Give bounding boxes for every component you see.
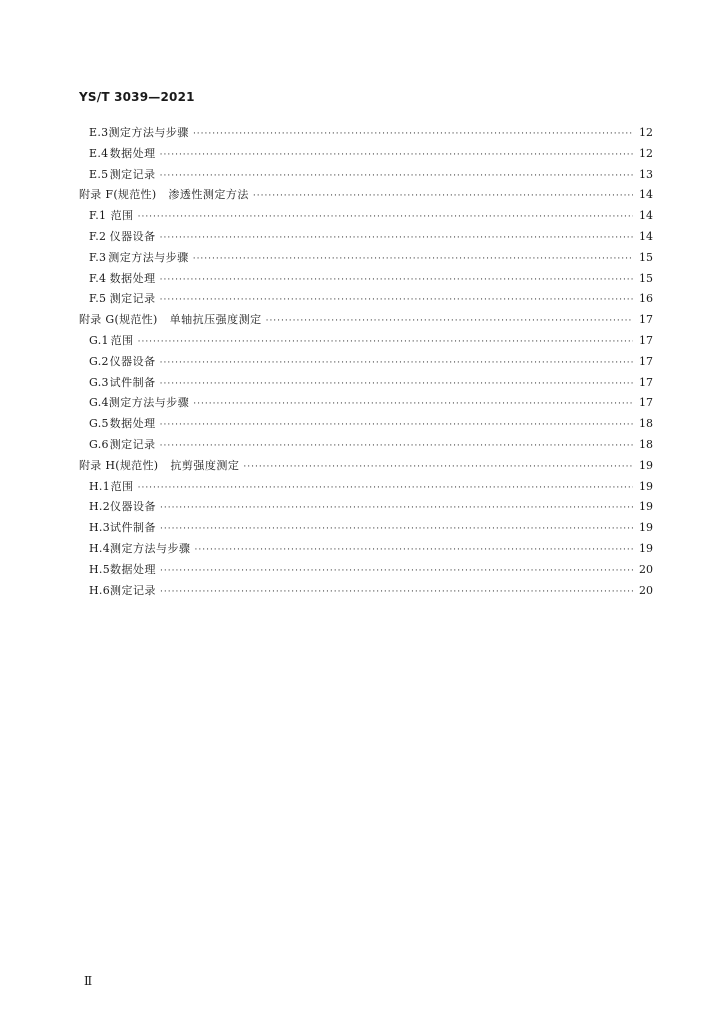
toc-entry-title: 测定方法与步骤 [110, 541, 191, 555]
toc-leader-dots [195, 545, 634, 555]
toc-entry-code: G.3 [89, 375, 109, 389]
toc-entry-title: 数据处理 [110, 562, 156, 576]
toc-entry-title: 数据处理 [109, 417, 156, 431]
toc-annex-code: 附录 F(规范性) [79, 188, 157, 202]
toc-entry-code: H.3 [89, 521, 110, 535]
toc-entry[interactable] [79, 436, 653, 457]
toc-annex-title: 渗透性测定方法 [168, 188, 249, 202]
toc-entry[interactable] [79, 498, 653, 519]
toc-leader-dots [266, 316, 633, 326]
toc-entry-page: 20 [639, 562, 653, 576]
toc-entry-page: 20 [639, 583, 653, 597]
toc-entry-code: H.2 [89, 500, 110, 514]
toc-leader-dots [138, 337, 633, 347]
toc-entry-title: 测定方法与步骤 [108, 250, 189, 264]
toc-entry-page: 14 [639, 229, 653, 243]
toc-leader-dots [160, 503, 633, 513]
toc-leader-dots [138, 212, 633, 222]
toc-entry-title: 试件制备 [110, 521, 156, 535]
toc-entry-page: 17 [639, 396, 653, 410]
toc-entry-page: 14 [639, 188, 653, 202]
toc-entry[interactable] [79, 332, 653, 353]
toc-entry-page: 17 [639, 313, 653, 327]
toc-leader-dots [160, 171, 633, 181]
toc-leader-dots [160, 295, 633, 305]
toc-entry[interactable] [79, 270, 653, 291]
toc-entry-title: 仪器设备 [109, 229, 156, 243]
toc-leader-dots [160, 587, 633, 597]
toc-entry-code: H.4 [89, 541, 110, 555]
toc-entry[interactable] [79, 353, 653, 374]
toc-leader-dots [160, 566, 633, 576]
toc-entry-title: 测定方法与步骤 [108, 126, 189, 139]
toc-entry-page: 18 [639, 437, 653, 451]
toc-annex-title: 抗剪强度测定 [170, 458, 240, 472]
toc-leader-dots [160, 275, 633, 285]
toc-entry-code: E.3 [89, 126, 109, 139]
toc-entry[interactable] [79, 228, 653, 249]
toc-entry-code: G.2 [89, 354, 109, 368]
toc-leader-dots [193, 399, 633, 409]
toc-entry-code: F.5 [89, 292, 107, 306]
document-header: YS/T 3039—2021 [79, 90, 195, 104]
toc-entry-code: E.5 [89, 167, 109, 181]
toc-leader-dots [138, 483, 633, 493]
toc-entry[interactable] [79, 166, 653, 187]
toc-annex-code: 附录 G(规范性) [79, 313, 158, 327]
toc-entry-title: 测定记录 [109, 437, 156, 451]
toc-entry-title: 试件制备 [109, 375, 156, 389]
toc-leader-dots [160, 358, 633, 368]
toc-entry-page: 15 [639, 271, 653, 285]
toc-leader-dots [243, 462, 633, 472]
toc-entry-page: 19 [639, 541, 653, 555]
toc-entry-title: 范围 [110, 333, 134, 347]
toc-entry-code: G.4 [89, 396, 109, 410]
toc-entry-page: 17 [639, 354, 653, 368]
toc-entry-title: 测定记录 [109, 292, 156, 306]
toc-entry-page: 18 [639, 417, 653, 431]
toc-entry-code: G.6 [89, 437, 109, 451]
toc-entry[interactable] [79, 519, 653, 540]
toc-entry-title: 仪器设备 [109, 354, 156, 368]
toc-entry-code: F.2 [89, 229, 107, 243]
toc-entry[interactable] [79, 394, 653, 415]
toc-entry-code: F.3 [89, 250, 107, 264]
toc-leader-dots [160, 379, 633, 389]
toc-entry-code: F.4 [89, 271, 107, 285]
toc-leader-dots [160, 150, 633, 160]
toc-leader-dots [160, 524, 633, 534]
toc-entry[interactable] [79, 374, 653, 395]
toc-entry-page: 15 [639, 250, 653, 264]
toc-annex-title: 单轴抗压强度测定 [169, 313, 262, 327]
toc-leader-dots [160, 441, 633, 451]
toc-entry[interactable] [79, 249, 653, 270]
toc-entry-page: 12 [639, 146, 653, 160]
toc-entry-page: 19 [639, 500, 653, 514]
page-number: Ⅱ [84, 974, 93, 988]
toc-entry-title: 范围 [110, 479, 134, 493]
toc-entry-page: 13 [639, 167, 653, 181]
toc-entry[interactable] [79, 207, 653, 228]
toc-leader-dots [253, 191, 633, 201]
toc-entry-page: 19 [639, 521, 653, 535]
toc-entry[interactable] [79, 145, 653, 166]
toc-entry[interactable] [79, 290, 653, 311]
toc-entry-title: 范围 [110, 209, 134, 223]
toc-entry-code: G.5 [89, 417, 109, 431]
toc-entry-title: 数据处理 [109, 146, 156, 160]
toc-entry-code: H.1 [89, 479, 110, 493]
toc-entry-title: 测定记录 [109, 167, 156, 181]
toc-entry-code: E.4 [89, 146, 109, 160]
toc-entry-page: 17 [639, 333, 653, 347]
toc-entry-page: 14 [639, 209, 653, 223]
toc-entry-title: 仪器设备 [110, 500, 156, 514]
toc-entry-title: 测定方法与步骤 [108, 396, 190, 410]
toc-entry-title: 测定记录 [110, 583, 156, 597]
toc-annex-entry[interactable] [79, 311, 653, 332]
toc-entry-page: 16 [639, 292, 653, 306]
toc-leader-dots [160, 233, 633, 243]
toc-entry[interactable] [79, 540, 653, 561]
toc-annex-code: 附录 H(规范性) [79, 458, 159, 472]
toc-leader-dots [193, 254, 633, 264]
toc-entry-page: 19 [639, 479, 653, 493]
table-of-contents [79, 124, 653, 602]
toc-entry-code: F.1 [89, 209, 107, 223]
toc-entry[interactable] [79, 478, 653, 499]
toc-entry-page: 19 [639, 458, 653, 472]
toc-entry-code: H.5 [89, 562, 110, 576]
toc-annex-entry[interactable] [79, 186, 653, 207]
toc-entry-title: 数据处理 [109, 271, 156, 285]
toc-entry-code: H.6 [89, 583, 110, 597]
toc-entry-page: 12 [639, 126, 653, 139]
toc-entry[interactable] [79, 415, 653, 436]
toc-entry[interactable] [79, 124, 653, 145]
toc-entry-page: 17 [639, 375, 653, 389]
toc-entry-code: G.1 [89, 333, 109, 347]
toc-entry[interactable] [79, 561, 653, 582]
toc-leader-dots [160, 420, 633, 430]
toc-annex-entry[interactable] [79, 457, 653, 478]
toc-entry[interactable] [79, 582, 653, 603]
toc-leader-dots [193, 129, 633, 139]
